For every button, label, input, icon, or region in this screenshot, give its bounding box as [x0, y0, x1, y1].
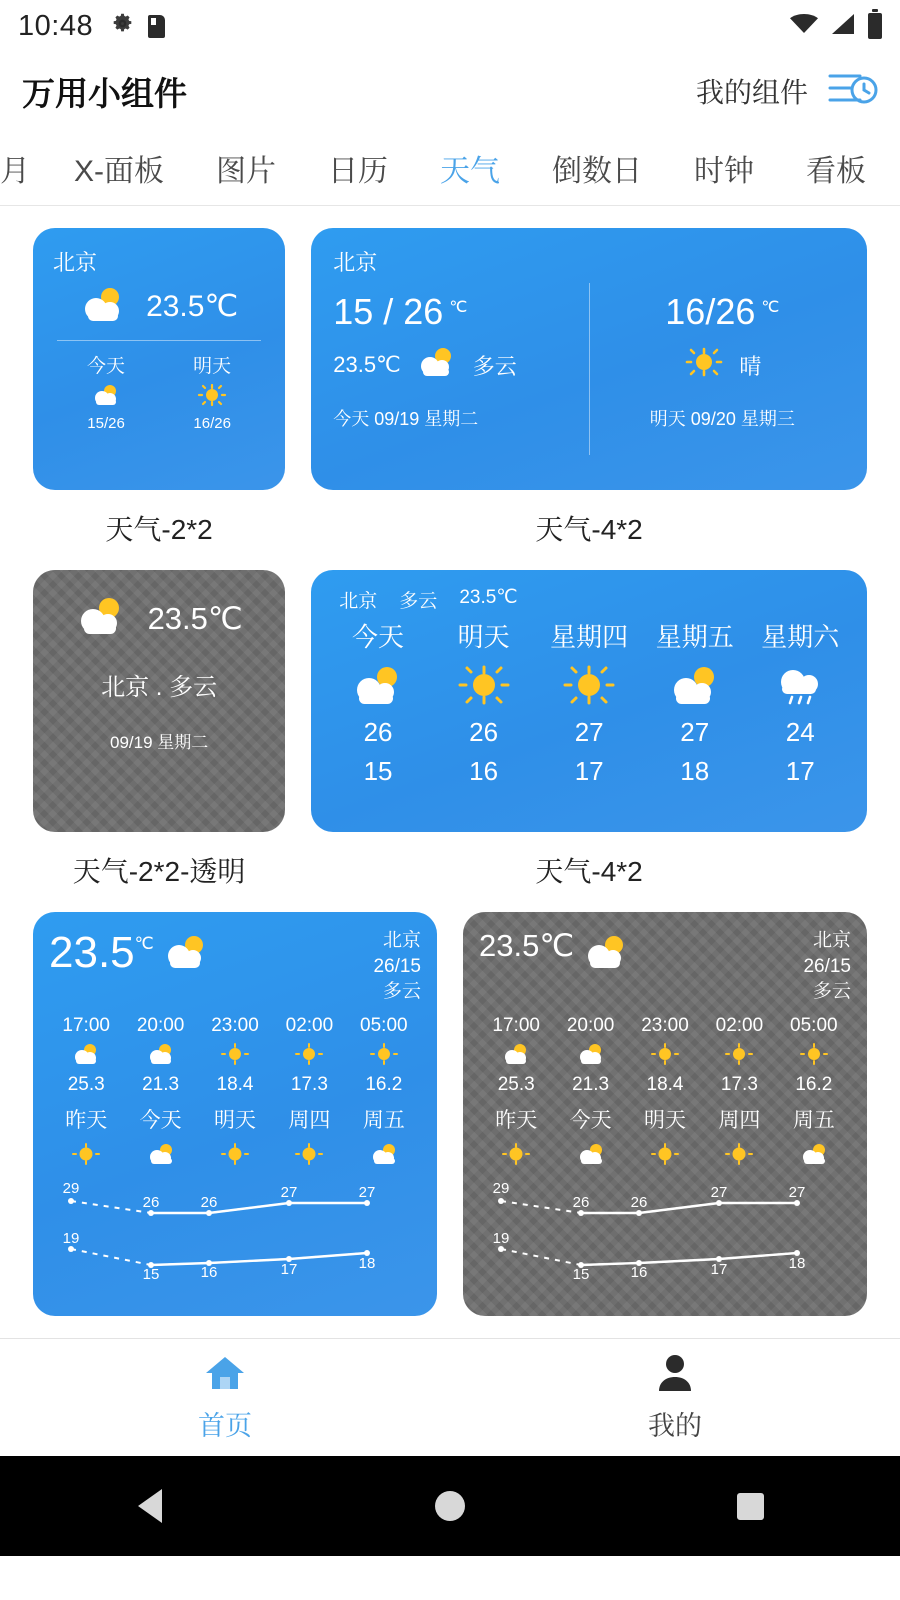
widget-row-1-labels — [0, 508, 900, 548]
card5-day3-name: 周四 — [288, 1108, 331, 1132]
svg-text:19: 19 — [492, 1229, 510, 1247]
card5-hourly — [49, 1015, 421, 1096]
widget-weather-hourly-transparent[interactable] — [463, 912, 867, 1316]
partly-cloudy-icon — [49, 1043, 123, 1070]
card6-header-right — [803, 928, 851, 1005]
card2-city: 北京 — [333, 250, 378, 275]
card6-hour-4 — [777, 1015, 851, 1096]
card1-temp: 23.5℃ — [146, 290, 239, 323]
card4-col-2 — [536, 617, 642, 787]
card2-divider — [589, 283, 590, 455]
partly-cloudy-icon — [76, 596, 128, 641]
card6-day-4 — [777, 1104, 851, 1171]
card5-range: 26/15 — [373, 955, 421, 977]
card5-day-2 — [198, 1104, 272, 1171]
widget-weather-2x2-transparent[interactable] — [33, 570, 285, 832]
card5-day-4 — [347, 1104, 421, 1171]
card6-hour1-time: 20:00 — [566, 1014, 615, 1036]
card4-cond: 多云 — [399, 591, 438, 612]
svg-text:15: 15 — [142, 1265, 160, 1283]
recents-icon[interactable] — [600, 1493, 900, 1520]
app-header — [0, 52, 900, 130]
svg-text:18: 18 — [358, 1254, 376, 1272]
page-title: 万用小组件 — [22, 74, 187, 112]
card6-hour3-val: 17.3 — [720, 1073, 758, 1095]
svg-text:17: 17 — [710, 1260, 728, 1278]
card1-day1-range: 16/26 — [193, 415, 231, 432]
card5-hour-2 — [198, 1015, 272, 1096]
card4-col2-day: 星期四 — [550, 622, 629, 652]
card6-hour0-time: 17:00 — [492, 1014, 540, 1036]
tab-weather[interactable]: 天气 — [440, 154, 500, 188]
sunny-icon — [536, 664, 642, 711]
card2-left-unit: ℃ — [449, 299, 468, 316]
svg-text:15: 15 — [572, 1265, 590, 1283]
card6-day-3 — [702, 1104, 776, 1171]
svg-text:19: 19 — [62, 1229, 80, 1247]
card4-col2-lo: 17 — [574, 756, 604, 786]
partly-cloudy-icon — [162, 934, 212, 975]
rain-icon — [747, 664, 853, 711]
svg-text:26: 26 — [142, 1193, 160, 1211]
sunny-icon — [431, 664, 537, 711]
svg-text:16: 16 — [630, 1263, 648, 1281]
card6-day-0 — [479, 1104, 553, 1171]
svg-text:17: 17 — [280, 1260, 298, 1278]
tab-countdown[interactable]: 倒数日 — [552, 154, 642, 188]
card6-day3-name: 周四 — [718, 1108, 761, 1132]
widget-row-3 — [0, 912, 900, 1316]
system-navigation-bar[interactable] — [0, 1456, 900, 1556]
card5-hour3-time: 02:00 — [285, 1014, 334, 1036]
status-left-icons — [111, 12, 165, 40]
sunny-icon — [272, 1043, 346, 1070]
card6-big-temp: 23.5℃ — [479, 928, 575, 963]
sunny-icon — [702, 1142, 776, 1171]
wifi-icon — [790, 14, 818, 39]
card4-col-3 — [642, 617, 748, 787]
tab-calendar[interactable]: 日历 — [328, 154, 388, 188]
battery-icon — [868, 13, 882, 39]
card5-unit: ℃ — [134, 934, 154, 953]
widget-weather-4x2-a[interactable] — [311, 228, 867, 490]
sdcard-icon — [148, 15, 165, 38]
card2-left-foot: 今天 09/19 星期二 — [333, 409, 479, 429]
card6-trend-chart — [479, 1175, 851, 1283]
card4-col1-day: 明天 — [457, 622, 510, 652]
partly-cloudy-icon — [80, 285, 128, 328]
sunny-icon — [347, 1043, 421, 1070]
partly-cloudy-icon — [553, 1043, 627, 1070]
card6-hour4-val: 16.2 — [795, 1073, 833, 1095]
card5-hour4-val: 16.2 — [365, 1073, 403, 1095]
svg-text:27: 27 — [280, 1183, 298, 1201]
card2-left-range-group — [333, 291, 578, 333]
tab-month[interactable]: 月 — [0, 154, 30, 188]
card2-left-cond: 多云 — [472, 353, 517, 379]
partly-cloudy-icon — [123, 1142, 197, 1171]
label-weather-2x2-transparent: 天气-2*2-透明 — [72, 856, 246, 887]
card6-day0-name: 昨天 — [495, 1108, 538, 1132]
card4-col3-day: 星期五 — [655, 622, 734, 652]
card6-hour2-time: 23:00 — [641, 1014, 689, 1036]
partly-cloudy-icon — [53, 384, 159, 411]
sunny-icon — [702, 1043, 776, 1070]
card5-day1-name: 今天 — [139, 1108, 182, 1132]
card6-range: 26/15 — [803, 955, 851, 977]
card1-day1-name: 明天 — [193, 356, 232, 377]
tab-clock[interactable]: 时钟 — [694, 154, 754, 188]
partly-cloudy-icon — [347, 1142, 421, 1171]
bottom-navigation[interactable] — [0, 1338, 900, 1456]
partly-cloudy-icon — [325, 664, 431, 711]
svg-text:26: 26 — [200, 1193, 218, 1211]
card3-current — [53, 596, 265, 641]
partly-cloudy-icon — [553, 1142, 627, 1171]
widget-list-clock-icon[interactable] — [826, 66, 878, 117]
my-widgets-button[interactable]: 我的组件 — [695, 77, 808, 108]
card6-day-1 — [553, 1104, 627, 1171]
card5-hour0-val: 25.3 — [67, 1073, 105, 1095]
card6-day-2 — [628, 1104, 702, 1171]
svg-text:29: 29 — [492, 1179, 510, 1197]
sunny-icon — [159, 384, 265, 411]
partly-cloudy-icon — [582, 934, 632, 975]
card4-col4-day: 星期六 — [761, 622, 840, 652]
partly-cloudy-icon — [123, 1043, 197, 1070]
card5-header-right — [373, 928, 421, 1005]
card5-cond: 多云 — [382, 981, 421, 1003]
card4-col4-lo: 17 — [785, 756, 815, 786]
tab-board[interactable]: 看板 — [806, 154, 866, 188]
card4-col2-hi: 27 — [574, 717, 604, 747]
card5-day0-name: 昨天 — [65, 1108, 108, 1132]
card2-right — [600, 277, 845, 473]
card6-day2-name: 明天 — [644, 1108, 687, 1132]
widget-weather-hourly-blue[interactable] — [33, 912, 437, 1316]
sunny-icon — [272, 1142, 346, 1171]
home-circle-icon[interactable] — [300, 1491, 600, 1521]
card2-right-unit: ℃ — [761, 299, 780, 316]
widget-gallery[interactable] — [0, 206, 900, 1338]
card5-hour1-time: 20:00 — [136, 1014, 185, 1036]
card6-daily-names — [479, 1104, 851, 1171]
card5-hour0-time: 17:00 — [62, 1014, 110, 1036]
sunny-icon — [479, 1142, 553, 1171]
category-tabs[interactable] — [0, 130, 900, 206]
card4-col-4 — [747, 617, 853, 787]
card6-hour-3 — [702, 1015, 776, 1096]
card5-day-1 — [123, 1104, 197, 1171]
card6-hour-0 — [479, 1015, 553, 1096]
card2-left — [333, 277, 578, 473]
status-right-icons — [790, 13, 882, 40]
card5-daily-names — [49, 1104, 421, 1171]
svg-text:16: 16 — [200, 1263, 218, 1281]
card5-day2-name: 明天 — [214, 1108, 257, 1132]
back-icon[interactable] — [0, 1489, 300, 1523]
nav-label-home: 首页 — [198, 1410, 252, 1441]
card6-hour3-time: 02:00 — [715, 1014, 764, 1036]
sunny-icon — [777, 1043, 851, 1070]
gear-icon — [111, 12, 134, 40]
partly-cloudy-icon — [479, 1043, 553, 1070]
card5-hour4-time: 05:00 — [360, 1014, 408, 1036]
svg-text:26: 26 — [572, 1193, 590, 1211]
card4-city: 北京 — [339, 591, 378, 612]
card4-col4-hi: 24 — [785, 717, 815, 747]
card4-col3-hi: 27 — [680, 717, 710, 747]
sunny-icon — [628, 1142, 702, 1171]
card1-day0-range: 15/26 — [87, 415, 125, 432]
card1-day-today — [53, 351, 159, 432]
card6-hour-2 — [628, 1015, 702, 1096]
label-weather-4x2-b: 天气-4*2 — [535, 856, 643, 887]
card4-col0-hi: 26 — [363, 717, 393, 747]
home-icon — [203, 1353, 247, 1398]
card3-date: 09/19 星期二 — [110, 733, 209, 752]
card5-city: 北京 — [382, 930, 421, 951]
signal-icon — [830, 13, 856, 40]
svg-text:29: 29 — [62, 1179, 80, 1197]
nav-label-profile: 我的 — [648, 1410, 702, 1441]
card4-col-1 — [431, 617, 537, 787]
label-weather-2x2: 天气-2*2 — [105, 514, 213, 545]
card2-left-range: 15 / 26 — [333, 291, 444, 332]
card4-col1-hi: 26 — [469, 717, 499, 747]
status-bar — [0, 0, 900, 52]
card5-hour3-val: 17.3 — [290, 1073, 328, 1095]
card6-day1-name: 今天 — [569, 1108, 612, 1132]
card5-hour-1 — [123, 1015, 197, 1096]
card4-col-0 — [325, 617, 431, 787]
card1-day-tomorrow — [159, 351, 265, 432]
svg-text:26: 26 — [630, 1193, 648, 1211]
card4-temp: 23.5℃ — [459, 587, 518, 608]
card5-day-0 — [49, 1104, 123, 1171]
sunny-icon — [628, 1043, 702, 1070]
nav-item-home[interactable] — [0, 1339, 450, 1456]
sunny-icon — [683, 347, 725, 383]
widget-weather-2x2[interactable] — [33, 228, 285, 490]
card5-hour1-val: 21.3 — [142, 1073, 180, 1095]
partly-cloudy-icon — [777, 1142, 851, 1171]
sunny-icon — [198, 1043, 272, 1070]
svg-text:27: 27 — [358, 1183, 376, 1201]
card6-hour-1 — [553, 1015, 627, 1096]
person-icon — [655, 1353, 695, 1398]
tab-image[interactable]: 图片 — [216, 154, 276, 188]
card6-big-temp-group — [479, 928, 574, 964]
card4-col1-lo: 16 — [469, 756, 499, 786]
partly-cloudy-icon — [642, 664, 748, 711]
card5-hour-4 — [347, 1015, 421, 1096]
nav-item-profile[interactable] — [450, 1339, 900, 1456]
sunny-icon — [49, 1142, 123, 1171]
card5-hour-3 — [272, 1015, 346, 1096]
card6-hour4-time: 05:00 — [790, 1014, 838, 1036]
card2-right-range-group — [600, 291, 845, 333]
sunny-icon — [198, 1142, 272, 1171]
card6-cond: 多云 — [812, 981, 851, 1003]
widget-row-2 — [0, 570, 900, 832]
card5-trend-chart — [49, 1175, 421, 1283]
card6-city: 北京 — [812, 930, 851, 951]
card5-big-temp: 23.5 — [49, 928, 135, 977]
card5-day4-name: 周五 — [362, 1108, 405, 1132]
card5-big-temp-group — [49, 928, 154, 978]
card4-forecast-grid — [325, 617, 853, 787]
card4-col0-lo: 15 — [363, 756, 393, 786]
tab-x-panel[interactable]: X-面板 — [74, 154, 164, 188]
card6-hour2-val: 18.4 — [646, 1073, 684, 1095]
card5-hour2-val: 18.4 — [216, 1073, 254, 1095]
partly-cloudy-icon — [415, 347, 459, 383]
card1-current — [53, 285, 265, 328]
card2-right-cond: 晴 — [739, 353, 762, 379]
card6-hourly — [479, 1015, 851, 1096]
card2-right-range: 16/26 — [665, 291, 756, 332]
card1-day0-name: 今天 — [87, 356, 126, 377]
card2-right-foot: 明天 09/20 星期三 — [649, 409, 795, 429]
card5-hour2-time: 23:00 — [211, 1014, 259, 1036]
card3-temp: 23.5℃ — [147, 600, 243, 636]
card1-two-days — [53, 351, 265, 432]
status-clock: 10:48 — [18, 9, 94, 42]
card3-location: 北京 . 多云 — [101, 674, 218, 701]
card4-header — [325, 586, 853, 613]
card1-city: 北京 — [53, 250, 98, 275]
card4-col0-day: 今天 — [352, 622, 405, 652]
card5-day-3 — [272, 1104, 346, 1171]
card4-col3-lo: 18 — [680, 756, 710, 786]
card5-hour-0 — [49, 1015, 123, 1096]
svg-text:18: 18 — [788, 1254, 806, 1272]
svg-text:27: 27 — [788, 1183, 806, 1201]
svg-text:27: 27 — [710, 1183, 728, 1201]
card6-day4-name: 周五 — [792, 1108, 835, 1132]
label-weather-4x2-a: 天气-4*2 — [535, 514, 643, 545]
card6-hour0-val: 25.3 — [497, 1073, 535, 1095]
card2-left-temp: 23.5℃ — [333, 352, 401, 377]
card6-hour1-val: 21.3 — [572, 1073, 610, 1095]
widget-row-2-labels — [0, 850, 900, 890]
widget-weather-4x2-b[interactable] — [311, 570, 867, 832]
widget-row-1 — [0, 228, 900, 490]
